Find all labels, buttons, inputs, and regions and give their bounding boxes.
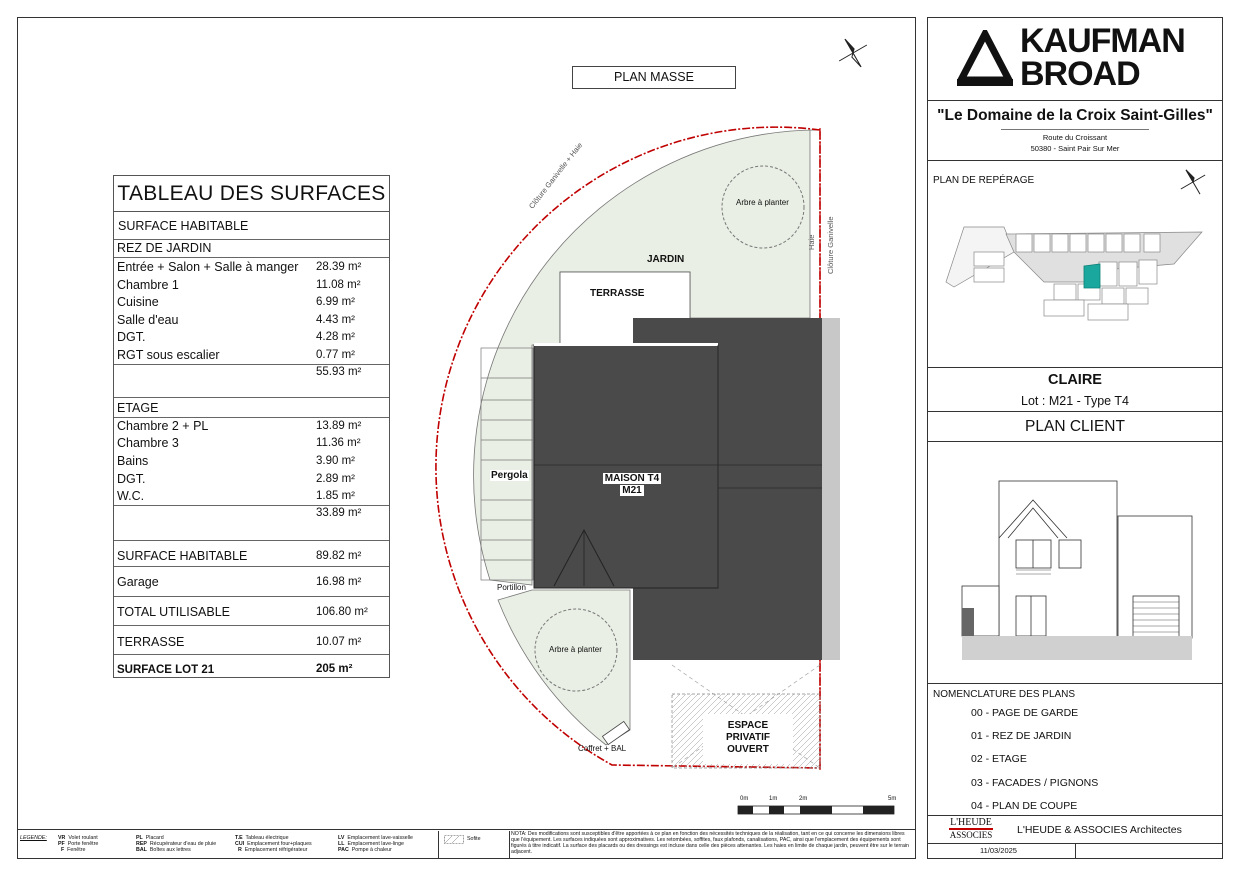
- rez-row-value: 6.99 m²: [316, 296, 355, 308]
- cartouche-line: [927, 100, 1223, 101]
- plan-title-box: PLAN MASSE: [572, 66, 736, 89]
- lot-highlight: [1084, 264, 1100, 288]
- cartouche-line: [927, 160, 1223, 161]
- label-espace-line3: OUVERT: [727, 744, 769, 755]
- architect-name: L'HEUDE & ASSOCIES Architectes: [1017, 824, 1182, 836]
- summary-value: 10.07 m²: [316, 636, 362, 648]
- summary-label: TOTAL UTILISABLE: [117, 605, 231, 619]
- address-line2: 50380 - Saint Pair Sur Mer: [1030, 144, 1120, 153]
- rez-row-label: Chambre 1: [117, 278, 179, 292]
- etage-row-value: 2.89 m²: [316, 473, 355, 485]
- etage-row-label: Bains: [117, 454, 149, 468]
- label-espace: [706, 720, 790, 756]
- label-haie: Haie: [807, 234, 816, 250]
- label-cloture-haie: Clôture Ganivelle + Haie: [527, 140, 585, 211]
- legend-col4: LV Emplacement lave-vaisselle LL Emplacement lave-linge PAC Pompe à chaleur: [338, 835, 413, 853]
- rez-row-value: 4.43 m²: [316, 314, 355, 326]
- label-pergola: Pergola: [491, 470, 528, 481]
- cartouche-line: [927, 367, 1223, 368]
- architect-logo: [943, 818, 999, 842]
- label-arbre-bottom: Arbre à planter: [549, 645, 602, 654]
- label-espace-line2: PRIVATIF: [725, 732, 771, 743]
- scale-2: 2m: [799, 796, 808, 802]
- scale-1: 1m: [769, 796, 778, 802]
- rez-header: REZ DE JARDIN: [117, 241, 212, 255]
- label-coffret: Coffret + BAL: [578, 744, 627, 753]
- rez-row-value: 11.08 m²: [316, 279, 361, 291]
- label-maison-line2: M21: [622, 485, 642, 496]
- etage-row-value: 13.89 m²: [316, 420, 362, 432]
- rez-total: 55.93 m²: [316, 366, 362, 378]
- etage-total: 33.89 m²: [316, 507, 362, 519]
- nomenclature-item: 03 - FACADES / PIGNONS: [971, 777, 1099, 789]
- north-arrow-icon: [831, 31, 875, 75]
- rez-row-label: RGT sous escalier: [117, 348, 220, 362]
- plan-type: PLAN CLIENT: [1025, 418, 1125, 435]
- architect-logo-line1: L'HEUDE: [950, 817, 992, 828]
- legend-col3: T.E Tableau électrique CUI Emplacement four+plaques R Emplacement réfrigérateur: [235, 835, 312, 853]
- project-underline: [1001, 129, 1149, 130]
- label-arbre-top: Arbre à planter: [736, 198, 789, 207]
- table-title: TABLEAU DES SURFACES: [114, 176, 389, 212]
- rez-row-label: Entrée + Salon + Salle à manger: [117, 260, 299, 274]
- scale-5: 5m: [888, 796, 897, 802]
- etage-row-value: 1.85 m²: [316, 490, 355, 502]
- rez-row-value: 0.77 m²: [316, 349, 355, 361]
- brand-name-line1: KAUFMAN: [1020, 22, 1185, 60]
- label-jardin: JARDIN: [647, 254, 685, 265]
- label-maison: [596, 473, 668, 497]
- etage-row-label: Chambre 3: [117, 436, 179, 450]
- rez-row-label: DGT.: [117, 330, 146, 344]
- label-portillon: Portillon: [497, 583, 526, 592]
- nomenclature-item: 04 - PLAN DE COUPE: [971, 800, 1078, 812]
- cartouche-line: [927, 441, 1223, 442]
- cartouche-vline: [1075, 843, 1076, 859]
- etage-row-label: Chambre 2 + PL: [117, 419, 209, 433]
- nomenclature-item: 01 - REZ DE JARDIN: [971, 730, 1072, 742]
- summary-label-lot: SURFACE LOT 21: [117, 664, 215, 676]
- brand-name-line2: BROAD: [1020, 55, 1140, 93]
- surface-habitable-header: SURFACE HABITABLE: [118, 219, 249, 233]
- label-maison-line1: MAISON T4: [604, 473, 660, 484]
- nota-text: NOTA: Des modifications sont susceptibles d'être apportées à ce plan en fonction des nécessités techniques de la réalisation, tant en ce qui concerne les dimensions libres que l'équipement. Les surfaces indiquées sont approximatives. Les retombées, soffites, faux plafonds, canalisations, PAC, ainsi que l'emplacement des équipements sont figurés à titre indicatif. La surface des placards ou des dressings est incluse dans celle des pièces attenantes. Les haies en limite de chaque jardin, peuvent être sur le terrain adjacent.: [511, 831, 909, 855]
- brand-logo-icon: [957, 30, 1013, 88]
- legend-col1: VR Volet roulant PF Porte fenêtre F Fenêtre: [58, 835, 99, 853]
- summary-label: TERRASSE: [117, 635, 185, 649]
- etage-row-value: 11.36 m²: [316, 437, 361, 449]
- summary-label: SURFACE HABITABLE: [117, 549, 248, 563]
- cartouche-line: [927, 815, 1223, 816]
- cartouche-line: [927, 411, 1223, 412]
- summary-label: Garage: [117, 575, 159, 589]
- summary-value-lot: 205 m²: [316, 663, 353, 675]
- summary-value: 106.80 m²: [316, 606, 368, 618]
- rez-row-value: 4.28 m²: [316, 331, 355, 343]
- rez-row-label: Cuisine: [117, 295, 159, 309]
- address-line1: Route du Croissant: [1042, 133, 1108, 142]
- project-name: "Le Domaine de la Croix Saint-Gilles": [937, 107, 1213, 124]
- etage-row-label: DGT.: [117, 472, 146, 486]
- label-espace-line1: ESPACE: [727, 720, 769, 731]
- lot-type: Lot : M21 - Type T4: [1021, 394, 1129, 408]
- model-name: CLAIRE: [1048, 372, 1102, 388]
- label-terrasse: TERRASSE: [590, 288, 645, 299]
- plan-date: 11/03/2025: [980, 846, 1017, 855]
- etage-row-label: W.C.: [117, 489, 145, 503]
- soffite-label: Sofite: [467, 836, 481, 842]
- neighbor-strip: [822, 318, 842, 660]
- location-map: [944, 222, 1206, 322]
- surface-table: [113, 175, 390, 678]
- architect-logo-line2: ASSOCIES: [949, 830, 993, 840]
- soffite-legend: [438, 831, 510, 859]
- legend-title: LEGENDE:: [20, 835, 47, 841]
- reperage-title: PLAN DE REPÉRAGE: [933, 175, 1035, 186]
- legend-col2: PL Placard REP Récupérateur d'eau de pluie BAL Boîtes aux lettres: [136, 835, 217, 853]
- house-elevation: [958, 478, 1198, 662]
- rez-row-label: Salle d'eau: [117, 313, 179, 327]
- nomenclature-item: 02 - ETAGE: [971, 753, 1027, 765]
- front-yard: [498, 590, 630, 745]
- nomenclature-item: 00 - PAGE DE GARDE: [971, 707, 1079, 719]
- etage-row-value: 3.90 m²: [316, 455, 355, 467]
- summary-value: 16.98 m²: [316, 576, 362, 588]
- nomenclature-title: NOMENCLATURE DES PLANS: [933, 689, 1076, 700]
- label-cloture: Clôture Ganivelle: [826, 216, 835, 274]
- north-arrow-icon: [1175, 166, 1211, 198]
- cartouche-line: [927, 683, 1223, 684]
- soffite-hatch-icon: [444, 835, 464, 844]
- rez-row-value: 28.39 m²: [316, 261, 362, 273]
- summary-value: 89.82 m²: [316, 550, 362, 562]
- etage-header: ETAGE: [117, 401, 159, 415]
- scale-0: 0m: [740, 796, 749, 802]
- scale-bar: [738, 806, 894, 814]
